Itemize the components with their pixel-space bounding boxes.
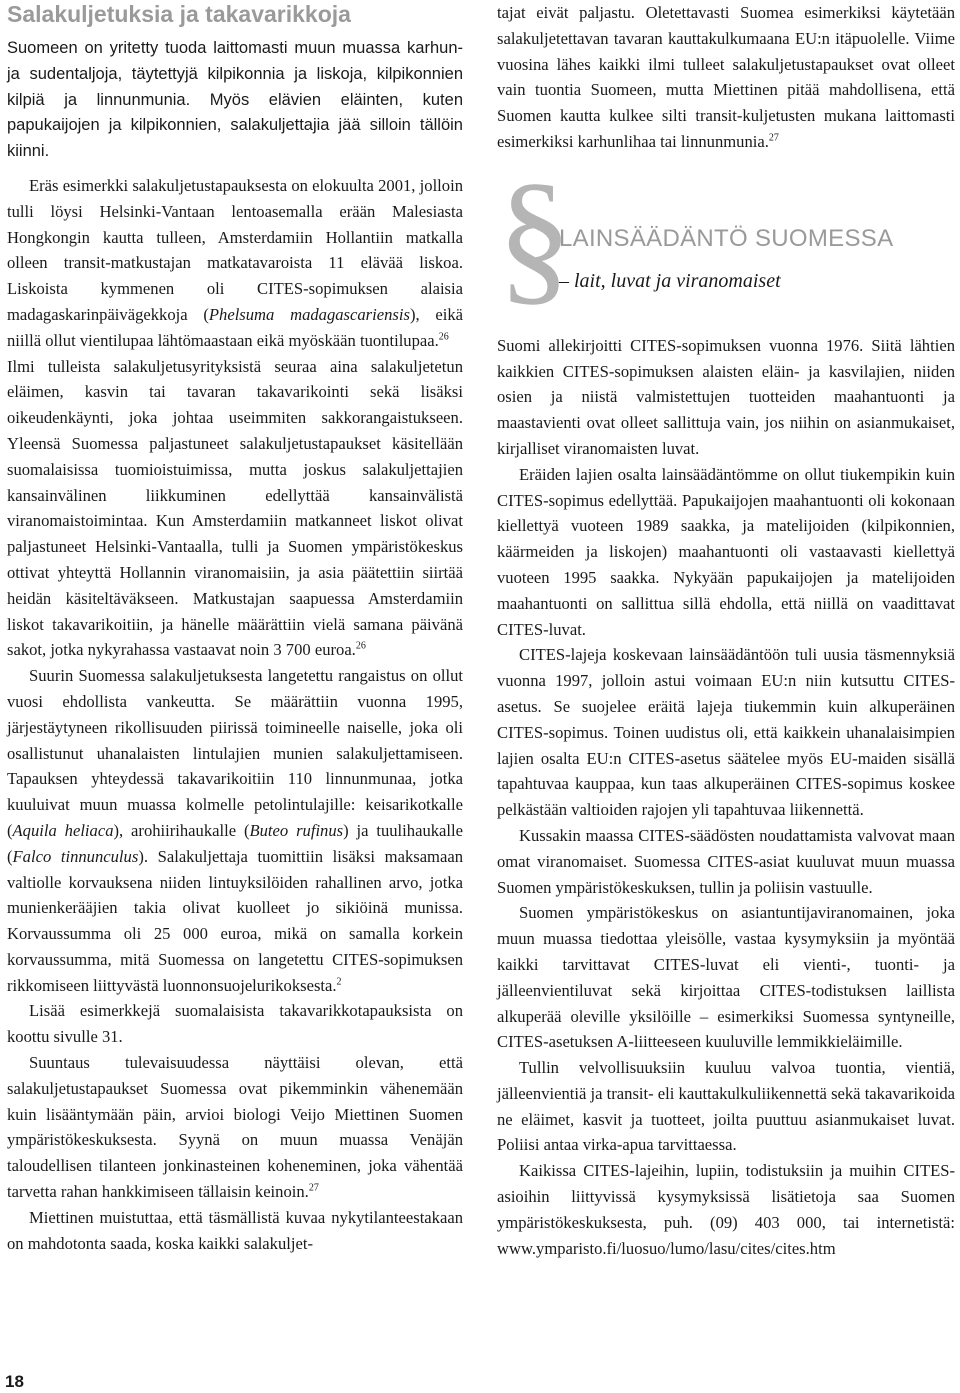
- section-subtitle: – lait, luvat ja viranomaiset: [559, 269, 781, 292]
- body-paragraph: Miettinen muistuttaa, että täsmällistä kuvaa nykytilanteestakaan on mahdotonta saada, koska kaikki salakuljet-: [7, 1207, 463, 1253]
- section-paragraph: Kussakin maassa CITES-säädösten noudattamista valvovat maan omat viranomaiset. Suomessa CITES-asiat kuuluvat muun muassa Suomen ympäristökeskuksen, tullin ja poliisin vastuulle.: [497, 825, 955, 897]
- section-paragraph: Suomi allekirjoitti CITES-sopimuksen vuonna 1976. Siitä lähtien kaikkien CITES-sopimuksen alaisten eläin- ja kasvilajien, niiden osien ja niistä valmistettujen tuotteiden maahantuonti ja maastavienti ovat olleet sallittuja vain, jos niihin on asianmukaiset, kirjalliset viranomaisten luvat.: [497, 335, 955, 458]
- body-paragraph: Lisää esimerkkejä suomalaisista takavarikkotapauksista on koottu sivulle 31.: [7, 1001, 463, 1047]
- section-paragraph: Tullin velvollisuuksiin kuuluu valvoa tuontia, vientiä, jälleenvientiä ja transit- eli kauttakulkuliikennettä sekä takavarikoida ne eläimet, kasvit ja tuotteet, joilta puuttuu asianmukaiset luvat. Poliisi antaa virka-apua tarvittaessa.: [497, 1058, 955, 1155]
- section-header: [497, 152, 955, 333]
- section-sign-icon: §: [497, 152, 572, 319]
- body-paragraph: Suuntaus tulevaisuudessa näyttäisi olevan, että salakuljetustapaukset Suomessa ovat pikemminkin vähenemään kuin lisääntymään päin, arvioi biologi Veijo Miettinen Suomen ympäristökeskuksesta. Syynä on muun muassa Venäjän taloudellisen tilanteen jonkinasteinen koheneminen, joka vähentää tarvetta rahan hankkimiseen tällaisin keinoin.$^{27}$: [7, 1053, 463, 1202]
- body-paragraph-continued: tajat eivät paljastu. Oletettavasti Suomea esimerkiksi käytetään salakuljetettavan tavaran kauttakulkumaana EU:n itäpuolelle. Viime vuosina lähes kaikki ilmi tulleet salakuljetustapaukset ovat olleet vain tuontia Suomeen, mutta Miettinen pitää mahdollisena, että Suomen kautta kulkee silti transit-kuljetusten mukana laittomasti esimerkiksi karhunlihaa tai linnunmunia.$^{27}$: [497, 3, 955, 151]
- section-paragraph: Suomen ympäristökeskus on asiantuntijaviranomainen, joka muun muassa tiedottaa yleisölle, vastaa kysymyksiin ja myöntää kaikki tarvittavat CITES-luvat eli vienti-, tuonti- ja jälleenvientiluvat sekä kirjoittaa CITES-todistuksen laillista alkuperää oleville yksilöille – esimerkiksi Suomessa syntyneille, CITES-asetuksen A-liitteeseen kuuluville lemmikkieläimille.: [497, 903, 955, 1052]
- right-column: [497, 0, 955, 1261]
- page-number: 18: [5, 1372, 24, 1391]
- section-title: LAINSÄÄDÄNTÖ SUOMESSA: [559, 224, 894, 252]
- body-paragraph: Eräs esimerkki salakuljetustapauksesta on elokuulta 2001, jolloin tulli löysi Helsinki-Vantaan lentoasemalla erään Malesiasta Hongkongin kautta tulleen, Amsterdamiin Hollantiin matkalla olleen transit-matkustajan matkatavaroista 11 elävää liskoa. Liskoista kymmenen oli CITES-sopimuksen alaisia madagaskarinpäivägekkoja (Phelsuma madagascariensis), eikä niillä ollut vientilupaa lähtömaastaan eikä myöskään tuontilupaa.$^{26}$: [7, 175, 463, 350]
- section-paragraph: Eräiden lajien osalta lainsäädäntömme on ollut tiukempikin kuin CITES-sopimus edellyttää. Papukaijojen maahantuonti oli kokonaan kiellettyä vuoteen 1989 saakka, ja matelijoiden (kilpikonnien, käärmeiden ja liskojen) maahantuonti oli vastaavasti kiellettyä vuoteen 1995 saakka. Nykyään papukaijojen ja matelijoiden maahantuonti on sallittua sillä ehdolla, että niillä on vaadittavat CITES-luvat.: [497, 464, 955, 639]
- left-column: [7, 0, 463, 1256]
- section-paragraph: CITES-lajeja koskevaan lainsäädäntöön tuli uusia täsmennyksiä vuonna 1997, jolloin astui voimaan EU:n niin kutsuttu CITES-asetus. Se suojelee eräitä lajeja tiukemmin kuin alkuperäinen CITES-sopimus. Toinen uudistus oli, että kaikkein uhanalaisimpien lajien osalta EU:n CITES-asetus säätelee myös EU-maiden sisällä tapahtuvaa kauppaa, kun taas alkuperäinen CITES-sopimus koskee pelkästään valtioiden rajojen yli tapahtuvaa liikennettä.: [497, 645, 955, 820]
- article-title: Salakuljetuksia ja takavarikkoja: [7, 1, 351, 27]
- section-paragraph: Kaikissa CITES-lajeihin, lupiin, todistuksiin ja muihin CITES-asioihin liittyvissä kysymyksissä lisätietoja saa Suomen ympäristökeskuksesta, puh. (09) 403 000, tai internetistä: www.ymparisto.fi/luosuo/lumo/lasu/cites/cites.htm: [497, 1161, 955, 1258]
- body-paragraph: Ilmi tulleista salakuljetusyrityksistä seuraa aina salakuljetetun eläimen, kasvin tai tavaran takavarikointi sekä lisäksi oikeudenkäynti, joka johtaa useimmiten sakkorangaistukseen. Yleensä Suomessa paljastuneet salakuljetustapaukset käsitellään suomalaisissa tuomioistuimissa, mutta joskus salakuljettajien kansainvälinen liikkuminen edellyttää kansainvälistä viranomaistoimintaa. Kun Amsterdamiin matkanneet liskot olivat paljastuneet Helsinki-Vantaalla, tulli ja Suomen ympäristökeskus ottivat yhteyttä Hollannin viranomaisiin, ja asia päätettiin siirtää heidän käsiteltäväkseen. Matkustajan saapuessa Amsterdamiin liskot takavarikoitiin, ja hänelle määrättiin vielä samana päivänä sakot, jotka nykyrahassa vastaavat noin 3 700 euroa.$^{26}$: [7, 356, 463, 660]
- body-paragraph: Suurin Suomessa salakuljetuksesta langetettu rangaistus on ollut vuosi ehdollista vankeutta. Se määrättiin vuonna 1995, järjestäytyneen rikollisuuden piirissä toimineelle naiselle, joka oli osallistunut uhanalaisten lintulajien munien salakuljettamiseen. Tapauksen yhteydessä takavarikoitiin 110 linnunmunaa, jotka kuuluivat muun muassa kolmelle petolintulajille: keisarikotkalle (Aquila heliaca), arohiirihaukalle (Buteo rufinus) ja tuulihaukalle (Falco tinnunculus). Salakuljettaja tuomittiin lisäksi maksamaan valtiolle korvauksena niiden lintuyksilöiden rahallinen arvo, jotka munienkerääjien takia olivat kuolleet jo sikiöinä munissa. Korvaussumma oli 25 000 euroa, mikä on samalla korkein korvaussumma, mitä Suomessa on langetettu CITES-sopimuksen rikkomiseen liittyvästä luonnonsuojelurikoksesta.$^2$: [7, 666, 463, 995]
- article-lead: Suomeen on yritetty tuoda laittomasti muun muassa karhun- ja sudentaljoja, täytettyjä kilpikonnia ja liskoja, kilpikonnien kilpiä ja linnunmunia. Myös elävien eläinten, kuten papukaijojen ja kilpikonnien, salakuljettajia jää silloin tällöin kiinni.: [7, 39, 463, 161]
